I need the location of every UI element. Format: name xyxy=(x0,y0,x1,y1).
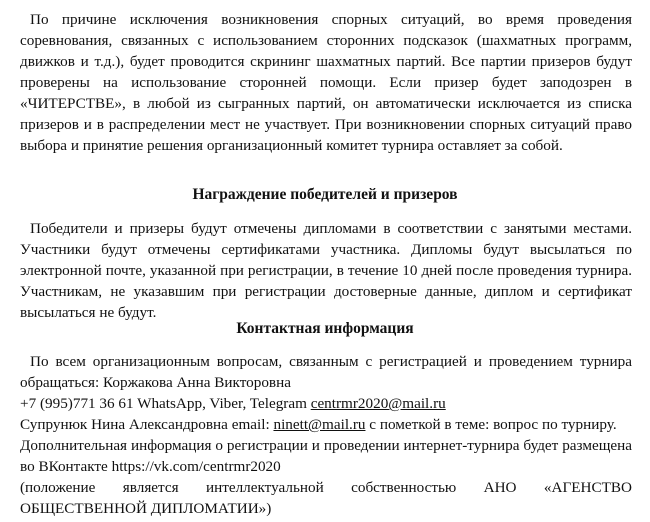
contacts-details xyxy=(20,393,632,435)
awards-heading: Награждение победителей и призеров xyxy=(192,186,458,203)
awards-paragraph: Победители и призеры будут отмечены дипломами в соответствии с занятыми местами. Участники будут отмечены сертификатами участника. Дипломы будут высылаться по электронной почте, указанной при регистрации, в течение 10 дней после проведения турнира. Участникам, не указавшим при регистрации достоверные данные, диплом и сертификат высылаться не будут. xyxy=(20,220,632,321)
contact-phone-line xyxy=(20,393,632,414)
extra-info-paragraph: Дополнительная информация о регистрации и проведении интернет-турнира будет размещена во ВКонтакте https://vk.com/centrmr2020 xyxy=(20,437,632,475)
copyright-notice: (положение является интеллектуальной собственностью АНО «АГЕНСТВО ОБЩЕСТВЕННОЙ ДИПЛОМАТИИ») xyxy=(20,479,632,517)
screening-rules-paragraph: По причине исключения возникновения спорных ситуаций, во время проведения соревнования, связанных с использованием сторонних подсказок (шахматных программ, движков и т.д.), будет проводится скрининг шахматных партий. Все партии призеров будут проверены на использование сторонней помощи. Если призер будет заподозрен в «ЧИТЕРСТВЕ», в любой из сыгранных партий, он автоматически исключается из списка призеров и в распределении мест не участвует. При возникновении спорных ситуаций право выбора и принятие решения организационный комитет турнира оставляет за собой. xyxy=(20,11,632,154)
contact-person2-name: Супрунюк Нина Александровна email: xyxy=(20,416,274,433)
email-link-centrmr[interactable]: centrmr2020@mail.ru xyxy=(310,395,446,412)
contact-phone-text: +7 (995)771 36 61 WhatsApp, Viber, Telegram xyxy=(20,395,311,412)
email-link-ninett[interactable]: ninett@mail.ru xyxy=(273,416,366,433)
contact-person2-note: с пометкой в теме: вопрос по турниру. xyxy=(365,416,617,433)
contacts-block xyxy=(20,351,632,393)
contacts-heading: Контактная информация xyxy=(236,320,414,337)
contact-person2-line xyxy=(20,414,632,435)
contacts-intro: По всем организационным вопросам, связанным с регистрацией и проведением турнира обращаться: Коржакова Анна Викторовна xyxy=(20,353,632,391)
